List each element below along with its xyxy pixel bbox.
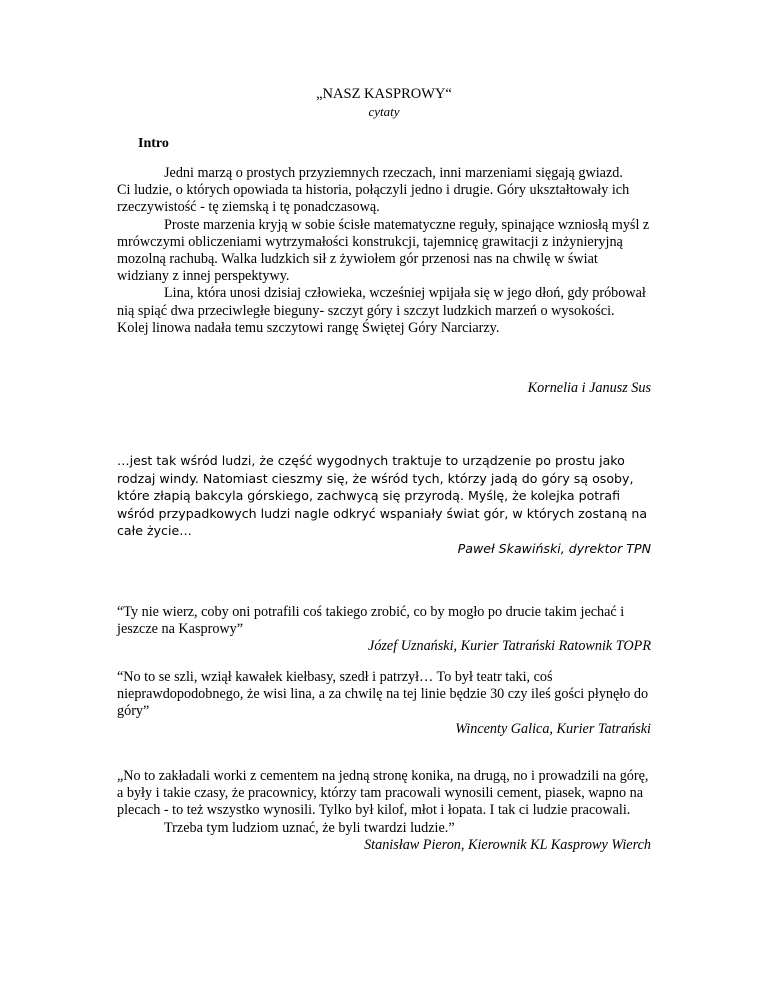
quote-block	[117, 669, 651, 738]
quote-signature: Stanisław Pieron, Kierownik KL Kasprowy Wierch	[364, 836, 651, 853]
quote-text: “No to se szli, wziął kawałek kiełbasy, szedł i patrzył… To był teatr taki, coś nieprawdopodobnego, że wisi lina, a za chwilę na tej linie będzie 30 czy ileś gości płynęło do góry”	[117, 669, 649, 720]
intro-section	[117, 165, 651, 337]
quote-block	[117, 768, 651, 854]
section-heading: Intro	[138, 136, 169, 151]
quote-signature: Józef Uznański, Kurier Tatrański Ratownik TOPR	[368, 638, 651, 655]
quote-block	[117, 604, 651, 656]
paragraph: Ci ludzie, o których opowiada ta historia, połączyli jedno i drugie. Góry ukształtowały ich rzeczywistość - tę ziemską i tę ponadczasową.	[117, 182, 630, 216]
quote-signature: Paweł Skawiński, dyrektor TPN	[457, 540, 651, 556]
quote-signature: Wincenty Galica, Kurier Tatrański	[455, 720, 651, 737]
page-title: „NASZ KASPROWY“	[316, 86, 452, 102]
quote-text: “Ty nie wierz, coby oni potrafili coś takiego zrobić, co by mogło po drucie takim jechać i jeszcze na Kasprowy”	[117, 604, 625, 638]
paragraph: Kolej linowa nadała temu szczytowi rangę Świętej Góry Narciarzy.	[117, 319, 500, 336]
quote-block	[117, 452, 651, 558]
paragraph: Lina, która unosi dzisiaj człowieka, wcześniej wpijała się w jego dłoń, gdy próbował nią spiąć dwa przeciwległe bieguny- szczyt góry i szczyt ludzkich marzeń o wysokości.	[117, 285, 646, 319]
quote-text: „No to zakładali worki z cementem na jedną stronę konika, na drugą, no i prowadzili na górę, a były i takie czasy, że pracownicy, którzy tam pracowali wynosili cement, piasek, wapno na plecach - to też wszystko wynosili. Tylko był kilof, młot i łopata. I tak ci ludzie pracowali.	[117, 768, 649, 819]
quote-text: …jest tak wśród ludzi, że część wygodnych traktuje to urządzenie po prostu jako rodzaj windy. Natomiast cieszmy się, że wśród tych, którzy jadą do góry są osoby, które złapią bakcyla górskiego, zachwycą się przyrodą. Myślę, że kolejka potrafi wśród przypadkowych ludzi nagle odkryć wspaniały świat gór, w których zostaną na całe życie…	[117, 453, 648, 539]
page-subtitle: cytaty	[368, 104, 400, 119]
paragraph: Jedni marzą o prostych przyziemnych rzeczach, inni marzeniami sięgają gwiazd.	[164, 165, 623, 181]
paragraph: Proste marzenia kryją w sobie ścisłe matematyczne reguły, spinające wzniosłą myśl z mrówczymi obliczeniami wytrzymałości konstrukcji, tajemnicę grawitacji z inżynieryjną mozolną rachubą. Walka ludzkich sił z żywiołem gór przenosi nas na chwilę w świat widziany z innej perspektywy.	[117, 216, 650, 285]
signature: Kornelia i Janusz Sus	[527, 380, 651, 396]
quote-text: Trzeba tym ludziom uznać, że byli twardzi ludzie.”	[164, 819, 455, 836]
